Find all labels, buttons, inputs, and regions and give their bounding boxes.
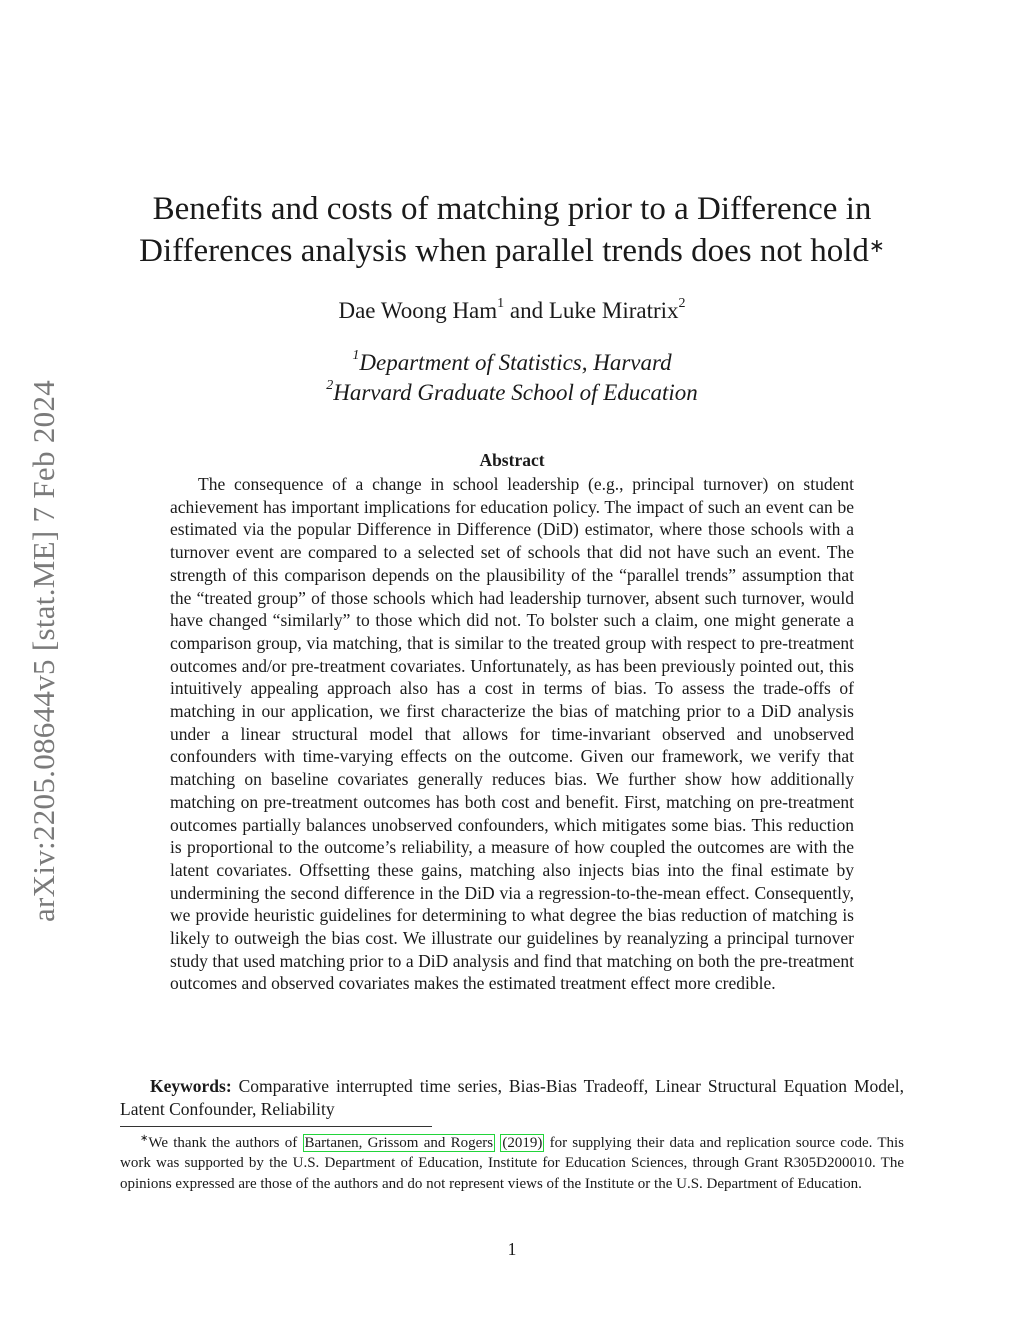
author-name: Luke Miratrix [548,298,679,323]
affiliation-mark: 1 [352,348,360,364]
page-number: 1 [507,1239,517,1259]
author-affiliation-mark: 1 [497,296,505,312]
arxiv-sidebar [12,355,76,947]
keywords [120,1075,904,1120]
keywords-label: Keywords: [150,1076,232,1096]
footnote-rule [120,1126,432,1127]
title-footnote-mark[interactable]: ∗ [868,236,885,257]
paper-title [100,188,924,272]
affiliation-mark: 2 [326,378,334,394]
title-line-1: Benefits and costs of matching prior to a Difference in [152,191,872,227]
abstract-heading: Abstract [479,450,545,470]
footnote [120,1129,904,1194]
abstract-body: The consequence of a change in school leadership (e.g., principal turnover) on student achievement has important implications for education policy. The impact of such an event can be estimated via the popular Difference in Difference (DiD) estimator, where those schools with a turnover event are compared to a selected set of schools that did not have such an event. The strength of this comparison depends on the plausibility of the “parallel trends” assumption that the “treated group” of those schools which had leadership turnover, absent such turnover, would have changed “similarly” to those which did not. To bolster such a claim, one might generate a comparison group, via matching, that is similar to the treated group with respect to pre-treatment outcomes and/or pre-treatment covariates. Unfortunately, as has been previously pointed out, this intuitively appealing approach also has a cost in terms of bias. To assess the trade-offs of matching in our application, we first characterize the bias of matching prior to a DiD analysis under a linear structural model that allows for time-invariant observed and unobserved confounders with time-varying effects on the outcome. Given our framework, we verify that matching on baseline covariates generally reduces bias. We further show how additionally matching on pre-treatment outcomes has both cost and benefit. First, matching on pre-treatment outcomes partially balances unobserved confounders, which mitigates some bias. This reduction is proportional to the outcome’s reliability, a measure of how coupled the outcomes are with the latent covariates. Offsetting these gains, matching also injects bias into the final estimate by undermining the second difference in the DiD via a regression-to-the-mean effect. Consequently, we provide heuristic guidelines for determining to what degree the bias reduction of matching is likely to outweigh the bias cost. We illustrate our guidelines by reanalyzing a principal turnover study that used matching prior to a DiD analysis and find that matching on both the pre-treatment outcomes and observed covariates makes the estimated treatment effect more credible. [170,474,854,994]
author-joiner: and [504,298,549,323]
author-name: Dae Woong Ham [338,298,498,323]
citation-link[interactable]: Bartanen, Grissom and Rogers [304,1135,494,1151]
author-affiliation-mark: 2 [678,296,686,312]
affiliation [100,350,924,376]
keywords-text: Comparative interrupted time series, Bias-Bias Tradeoff, Linear Structural Equation Model, Latent Confounder, Reliability [120,1076,905,1119]
title-line-2: Differences analysis when parallel trends does not hold [139,233,869,269]
footnote-pre: We thank the authors of [148,1135,303,1151]
citation-year-link[interactable]: (2019) [502,1135,543,1151]
affiliation-name: Department of Statistics, Harvard [359,350,672,375]
arxiv-identifier: arXiv:2205.08644v5 [stat.ME] 7 Feb 2024 [26,379,61,923]
footnote-mark: ∗ [140,1133,149,1144]
author-list [100,298,924,324]
affiliation [100,380,924,406]
footnote-post: for supplying their data and replication source code. This work was supported by the U.S. Department of Education, Institute for Education Sciences, through Grant R305D200010. The opinions expressed are those of the authors and do not represent views of the Institute or the U.S. Department of Education. [120,1135,905,1192]
affiliation-name: Harvard Graduate School of Education [333,380,698,405]
